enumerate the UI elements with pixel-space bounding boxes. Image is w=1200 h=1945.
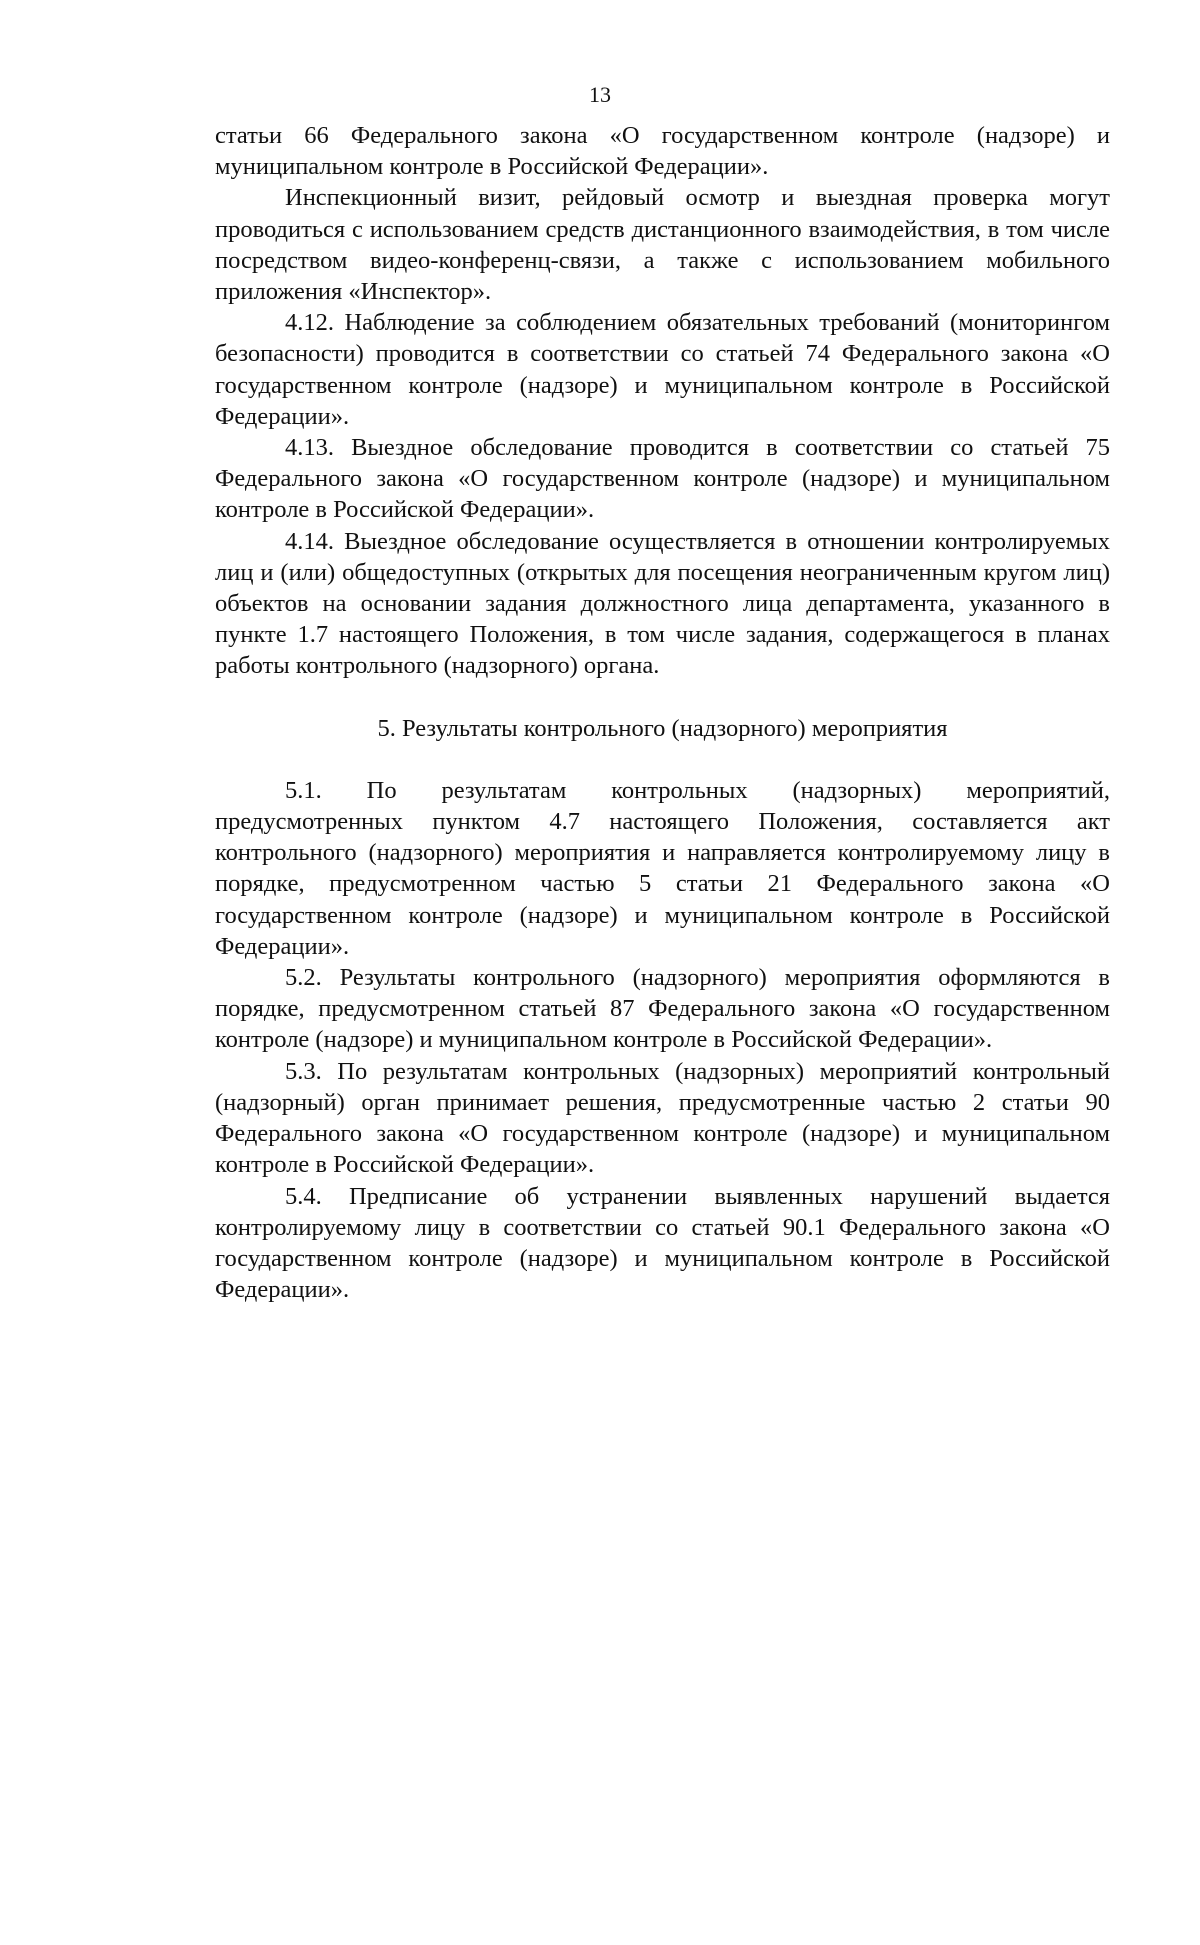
paragraph-4-13: 4.13. Выездное обследование проводится в соответствии со статьей 75 Федерального закона «О государственном контроле (надзоре) и муниципальном контроле в Российской Федерации». [215,434,1110,524]
page-number: 13 [589,82,611,107]
paragraph-5-4: 5.4. Предписание об устранении выявленных нарушений выдается контролируемому лицу в соответствии со статьей 90.1 Федерального закона «О государственном контроле (надзоре) и муниципальном контроле в Российской Федерации». [215,1182,1110,1304]
paragraph-continuation-article-66: статьи 66 Федерального закона «О государственном контроле (надзоре) и муниципальном контроле в Российской Федерации». [215,122,1110,181]
paragraph-5-3: 5.3. По результатам контрольных (надзорных) мероприятий контрольный (надзорный) орган принимает решения, предусмотренные частью 2 статьи 90 Федерального закона «О государственном контроле (надзоре) и муниципальном контроле в Российской Федерации». [215,1057,1110,1179]
document-body [215,120,1110,1305]
section-heading-5: 5. Результаты контрольного (надзорного) мероприятия [377,714,948,742]
paragraph-5-1: 5.1. По результатам контрольных (надзорных) мероприятий, предусмотренных пунктом 4.7 настоящего Положения, составляется акт контрольного (надзорного) мероприятия и направляется контролируемому лицу в порядке, предусмотренном частью 5 статьи 21 Федерального закона «О государственном контроле (надзоре) и муниципальном контроле в Российской Федерации». [215,776,1110,960]
paragraph-4-14: 4.14. Выездное обследование осуществляется в отношении контролируемых лиц и (или) общедоступных (открытых для посещения неограниченным кругом лиц) объектов на основании задания должностного лица департамента, указанного в пункте 1.7 настоящего Положения, в том числе задания, содержащегося в планах работы контрольного (надзорного) органа. [215,527,1110,680]
paragraph-remote-interaction: Инспекционный визит, рейдовый осмотр и выездная проверка могут проводиться с использованием средств дистанционного взаимодействия, в том числе посредством видео-конференц-связи, а также с использованием мобильного приложения «Инспектор». [215,184,1110,306]
paragraph-4-12: 4.12. Наблюдение за соблюдением обязательных требований (мониторингом безопасности) проводится в соответствии со статьей 74 Федерального закона «О государственном контроле (надзоре) и муниципальном контроле в Российской Федерации». [215,309,1110,430]
paragraph-5-2: 5.2. Результаты контрольного (надзорного) мероприятия оформляются в порядке, предусмотренном статьей 87 Федерального закона «О государственном контроле (надзоре) и муниципальном контроле в Российской Федерации». [215,964,1110,1054]
